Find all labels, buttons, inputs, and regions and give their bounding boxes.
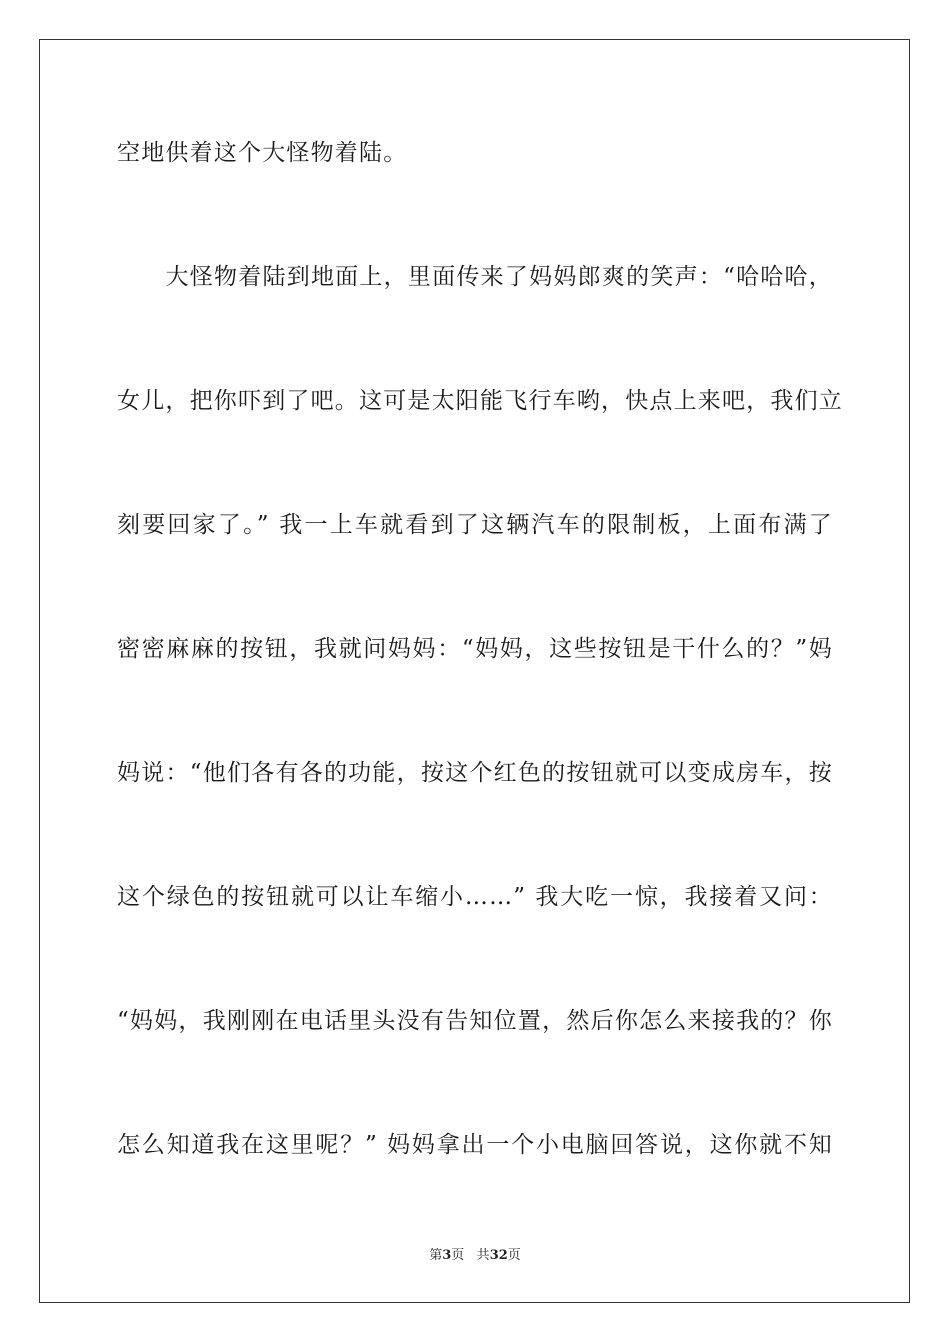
text-line: 怎么知道我在这里呢？” 妈妈拿出一个小电脑回答说，这你就不知 <box>117 1132 833 1158</box>
total-pages-label: 共32页 <box>476 1248 521 1263</box>
text-line: 刻要回家了。” 我一上车就看到了这辆汽车的限制板，上面布满了 <box>117 512 833 538</box>
text-line: 大怪物着陆到地面上，里面传来了妈妈郎爽的笑声：“哈哈哈， <box>117 264 833 290</box>
page-border <box>39 39 910 1303</box>
text-line: 密密麻麻的按钮，我就问妈妈：“妈妈，这些按钮是干什么的？”妈 <box>117 636 833 662</box>
page-number-label: 第3页 <box>429 1248 465 1263</box>
text-line: 女儿，把你吓到了吧。这可是太阳能飞行车哟，快点上来吧，我们立 <box>117 388 843 414</box>
page-footer <box>0 1247 950 1265</box>
text-line: “妈妈，我刚刚在电话里头没有告知位置，然后你怎么来接我的？你 <box>117 1008 833 1034</box>
text-line: 妈说：“他们各有各的功能，按这个红色的按钮就可以变成房车，按 <box>117 760 833 786</box>
text-line: 空地供着这个大怪物着陆。 <box>117 140 408 166</box>
text-line: 这个绿色的按钮就可以让车缩小……” 我大吃一惊，我接着又问： <box>117 884 833 910</box>
